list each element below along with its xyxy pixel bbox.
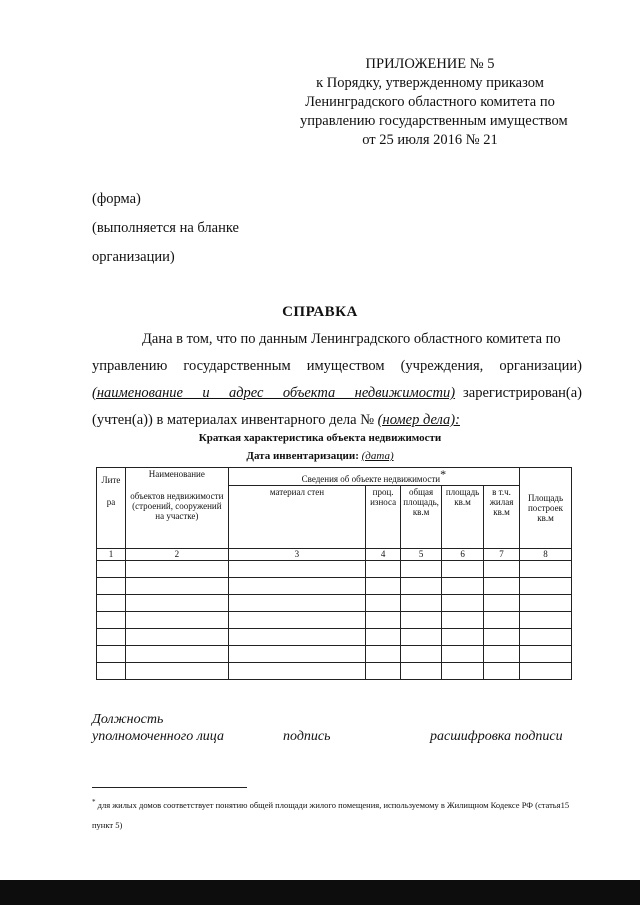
body-line-1: Дана в том, что по данным Ленинградского областного комитета по	[142, 331, 561, 347]
footnote	[92, 792, 584, 835]
table-row	[97, 612, 572, 629]
col-header-total-area: общая площадь, кв.м	[401, 486, 442, 549]
inventory-date	[0, 450, 640, 462]
signature-sign-label: подпись	[283, 729, 331, 744]
footnote-text: для жилых домов соответствует понятию общей площади жилого помещения, используемому в Жилищном Кодексе РФ (статья15 пункт 5)	[92, 799, 570, 830]
body-line-2	[92, 353, 582, 380]
scan-border	[0, 880, 640, 905]
inventory-date-value: (дата)	[361, 450, 394, 462]
body-line-4	[92, 407, 582, 434]
col-header-group: Сведения об объекте недвижимости*	[228, 468, 519, 486]
appendix-line: Ленинградского областного комитета по	[305, 94, 555, 110]
signature-position-label: Должность	[92, 712, 164, 727]
footnote-mark: *	[92, 798, 96, 806]
col-number: 7	[484, 549, 520, 561]
appendix-title: ПРИЛОЖЕНИЕ № 5	[365, 56, 495, 72]
col-number: 8	[520, 549, 572, 561]
col-number: 6	[442, 549, 484, 561]
appendix-line: управлению государственным имуществом	[300, 113, 568, 129]
col-number: 3	[228, 549, 365, 561]
table-row	[97, 663, 572, 680]
form-note	[92, 185, 239, 272]
document-title: СПРАВКА	[282, 304, 358, 320]
form-instruction: (выполняется на бланке	[92, 220, 239, 236]
signature-decode-label: расшифровка подписи	[430, 729, 563, 744]
col-header-living-area: в т.ч. жилая кв.м	[484, 486, 520, 549]
appendix-header	[300, 55, 568, 150]
body-text: (учтен(а)) в материалах инвентарного дела №	[92, 412, 375, 428]
col-number: 4	[366, 549, 401, 561]
inventory-date-label: Дата инвентаризации:	[246, 450, 359, 462]
appendix-date: от 25 июля 2016 № 21	[362, 132, 498, 148]
table-row	[97, 629, 572, 646]
appendix-line: к Порядку, утвержденному приказом	[316, 75, 544, 91]
table-row	[97, 578, 572, 595]
footnote-divider	[92, 787, 247, 788]
col-header-name: Наименование объектов недвижимости (строений, сооружений на участке)	[125, 468, 228, 549]
body-text: управлению государственным имуществом (учреждения, организации)	[92, 358, 582, 374]
col-number: 2	[125, 549, 228, 561]
object-table	[96, 467, 572, 680]
object-name-field: (наименование и адрес объекта недвижимости)	[92, 385, 456, 401]
col-header-letter: Лите ра	[97, 468, 126, 549]
col-header-area: площадь кв.м	[442, 486, 484, 549]
table-row	[97, 561, 572, 578]
case-number-field: (номер дела):	[377, 412, 460, 428]
table-caption: Краткая характеристика объекта недвижимости	[198, 432, 442, 444]
table-row	[97, 595, 572, 612]
col-header-build-area: Площадь построек кв.м	[520, 468, 572, 549]
body-text: зарегистрирован(а)	[463, 385, 582, 401]
col-header-wear: проц. износа	[366, 486, 401, 549]
table-number-row	[97, 549, 572, 561]
footnote-mark: *	[440, 467, 447, 481]
table-row	[97, 646, 572, 663]
body-line-3	[92, 380, 582, 407]
col-number: 5	[401, 549, 442, 561]
certificate-body	[92, 326, 582, 434]
table-header-row	[97, 468, 572, 486]
signature-position-label: уполномоченного лица	[92, 729, 224, 744]
col-number: 1	[97, 549, 126, 561]
form-label: (форма)	[92, 191, 141, 207]
form-instruction: организации)	[92, 249, 175, 265]
col-header-material: материал стен	[228, 486, 365, 549]
